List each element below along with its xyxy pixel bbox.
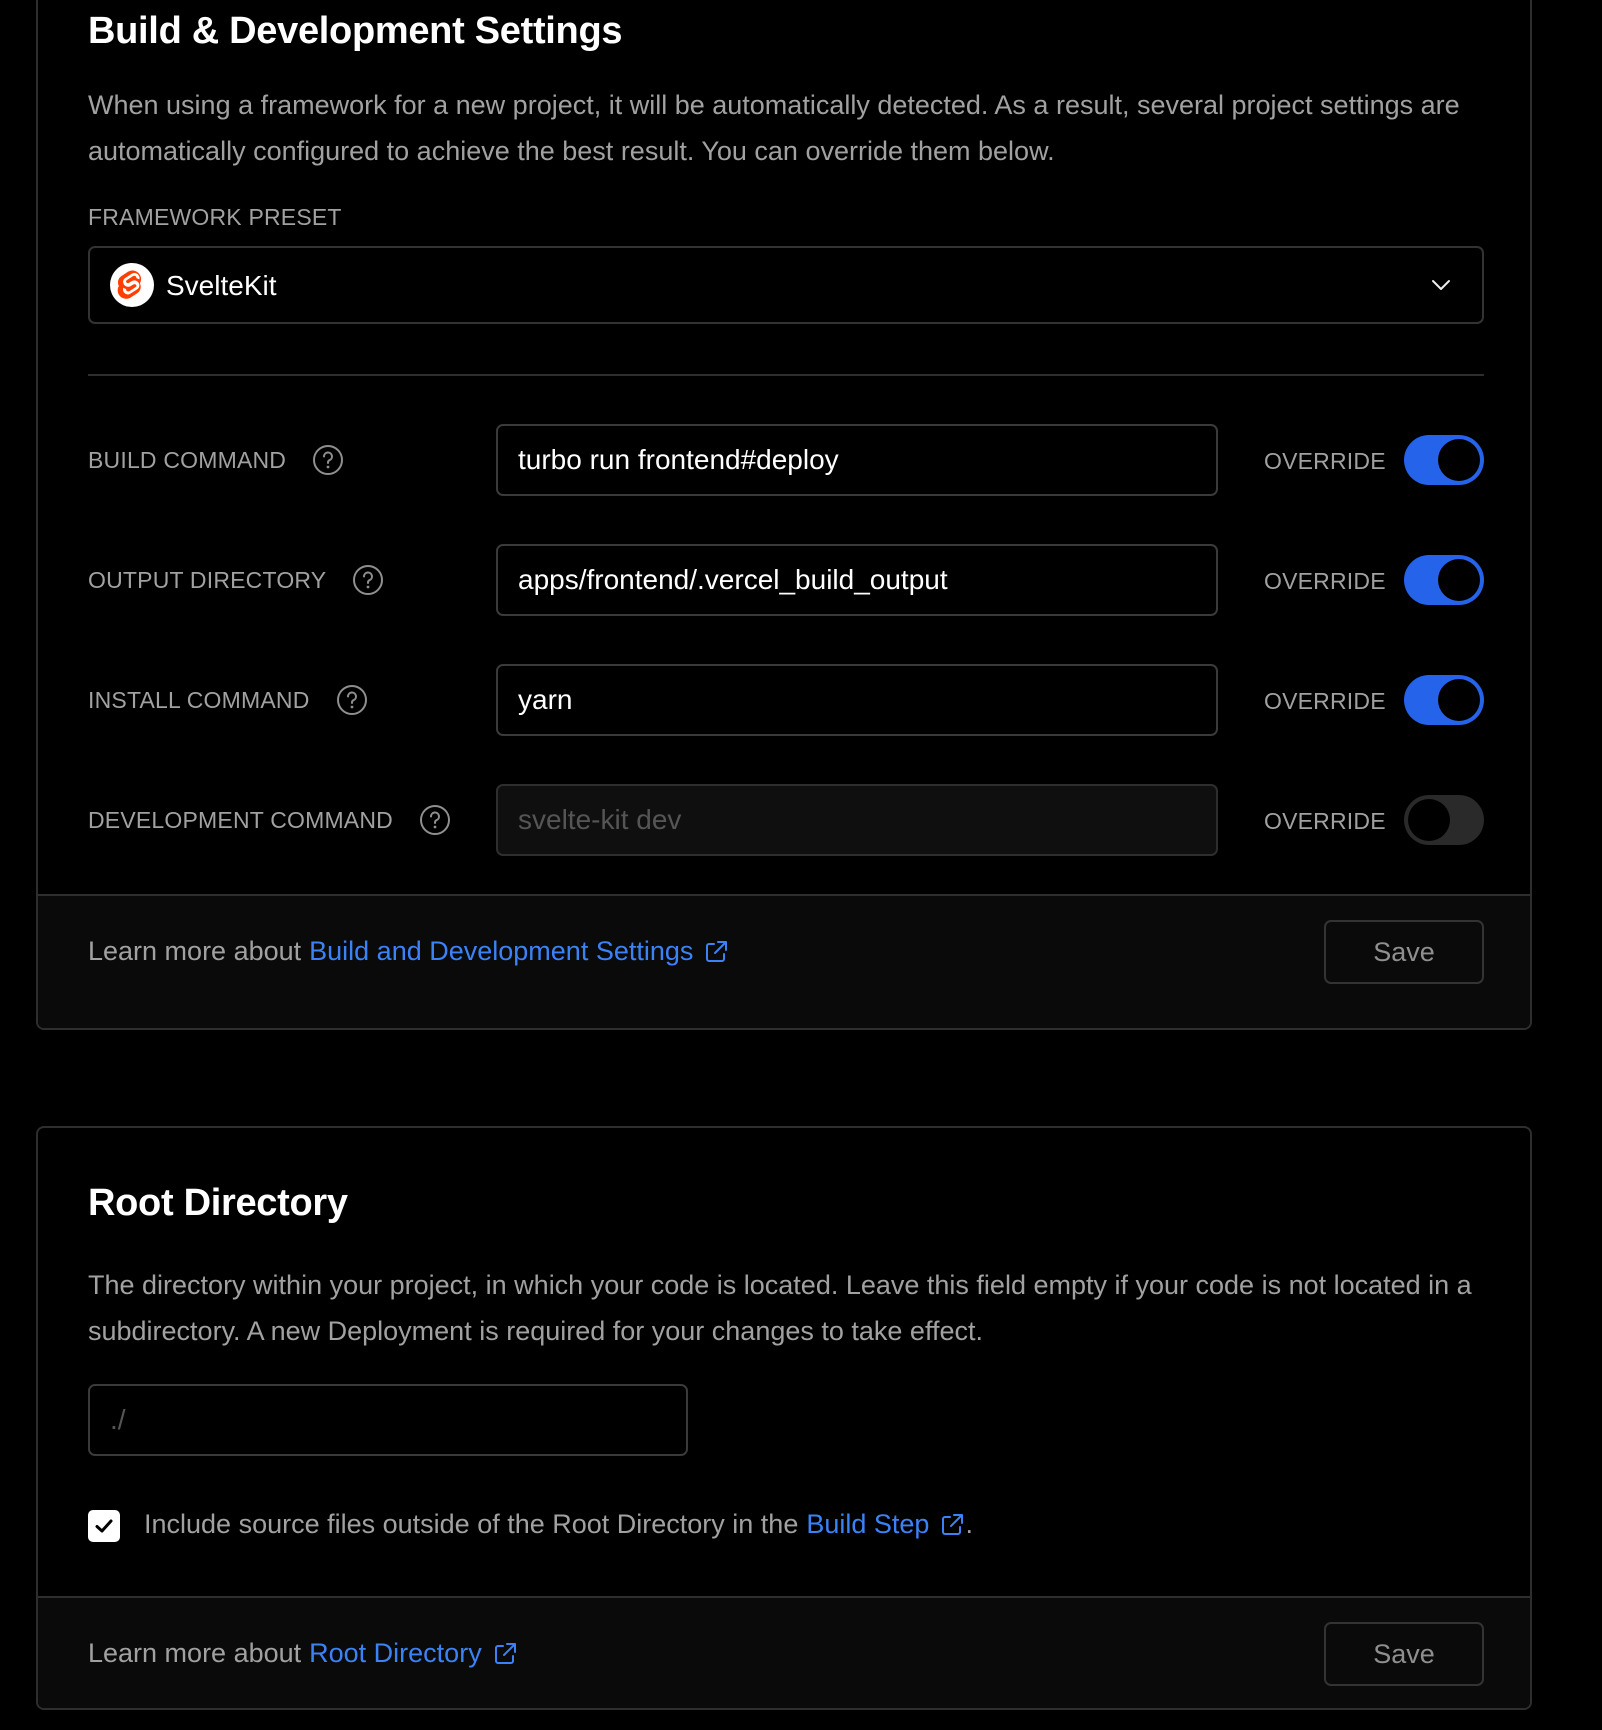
install-command-override-toggle[interactable] bbox=[1404, 675, 1484, 725]
learn-more-prefix: Learn more about bbox=[88, 936, 302, 966]
build-step-link[interactable]: Build Step bbox=[806, 1509, 930, 1539]
root-directory-placeholder: ./ bbox=[110, 1404, 126, 1435]
toggle-knob bbox=[1438, 559, 1480, 601]
output-directory-override-toggle[interactable] bbox=[1404, 555, 1484, 605]
output-directory-override-label: OVERRIDE bbox=[1264, 568, 1386, 594]
toggle-knob bbox=[1408, 799, 1450, 841]
root-directory-docs-link[interactable]: Root Directory bbox=[309, 1638, 482, 1668]
output-directory-label bbox=[88, 564, 384, 596]
root-directory-learn-more bbox=[88, 1638, 518, 1669]
help-icon[interactable] bbox=[352, 564, 384, 596]
output-directory-value: apps/frontend/.vercel_build_output bbox=[518, 564, 948, 595]
build-settings-footer bbox=[38, 894, 1530, 1028]
framework-preset-select[interactable] bbox=[88, 246, 1484, 324]
build-settings-card bbox=[36, 0, 1532, 1030]
root-directory-input[interactable] bbox=[88, 1384, 688, 1456]
development-command-override-toggle[interactable] bbox=[1404, 795, 1484, 845]
build-settings-learn-more bbox=[88, 936, 729, 967]
development-command-input[interactable] bbox=[496, 784, 1218, 856]
root-directory-footer bbox=[38, 1596, 1530, 1708]
development-command-label-text: DEVELOPMENT COMMAND bbox=[88, 806, 393, 833]
external-link-icon[interactable] bbox=[939, 1512, 965, 1538]
build-settings-description: When using a framework for a new project, it will be automatically detected. As a result, several project settings are automatically configured to achieve the best result. You can override them below. bbox=[88, 90, 1460, 166]
help-icon[interactable] bbox=[336, 684, 368, 716]
build-command-label bbox=[88, 444, 344, 476]
include-source-files-text: Include source files outside of the Root Directory in the bbox=[144, 1509, 799, 1539]
build-command-input[interactable] bbox=[496, 424, 1218, 496]
build-command-override-toggle[interactable] bbox=[1404, 435, 1484, 485]
chevron-down-icon bbox=[1426, 270, 1456, 300]
help-icon[interactable] bbox=[419, 804, 451, 836]
build-settings-save-button[interactable]: Save bbox=[1324, 920, 1484, 984]
external-link-icon[interactable] bbox=[703, 939, 729, 965]
build-settings-docs-link[interactable]: Build and Development Settings bbox=[309, 936, 694, 966]
build-command-override-label: OVERRIDE bbox=[1264, 448, 1386, 474]
checkmark-icon bbox=[88, 1510, 120, 1542]
install-command-label-text: INSTALL COMMAND bbox=[88, 686, 310, 713]
output-directory-label-text: OUTPUT DIRECTORY bbox=[88, 566, 327, 593]
build-settings-title: Build & Development Settings bbox=[88, 10, 623, 52]
root-directory-save-button[interactable]: Save bbox=[1324, 1622, 1484, 1686]
learn-more-prefix: Learn more about bbox=[88, 1638, 302, 1668]
development-command-override-label: OVERRIDE bbox=[1264, 808, 1386, 834]
install-command-value: yarn bbox=[518, 684, 573, 715]
output-directory-input[interactable] bbox=[496, 544, 1218, 616]
root-directory-title: Root Directory bbox=[88, 1182, 348, 1224]
include-source-files-checkbox[interactable] bbox=[88, 1510, 120, 1542]
build-command-label-text: BUILD COMMAND bbox=[88, 446, 287, 473]
toggle-knob bbox=[1438, 679, 1480, 721]
build-command-value: turbo run frontend#deploy bbox=[518, 444, 839, 475]
external-link-icon[interactable] bbox=[492, 1641, 518, 1667]
svelte-logo-icon bbox=[110, 263, 154, 307]
development-command-placeholder: svelte-kit dev bbox=[518, 804, 682, 835]
include-source-files-label bbox=[144, 1509, 973, 1540]
framework-preset-value: SvelteKit bbox=[166, 270, 277, 301]
install-command-override-label: OVERRIDE bbox=[1264, 688, 1386, 714]
include-source-files-suffix: . bbox=[965, 1509, 973, 1539]
section-divider bbox=[88, 374, 1484, 376]
help-icon[interactable] bbox=[312, 444, 344, 476]
root-directory-description: The directory within your project, in which your code is located. Leave this field empty if your code is not located in a subdirectory. A new Deployment is required for your changes to take effect. bbox=[88, 1270, 1472, 1346]
framework-preset-label: FRAMEWORK PRESET bbox=[88, 204, 342, 230]
root-directory-card bbox=[36, 1126, 1532, 1710]
install-command-input[interactable] bbox=[496, 664, 1218, 736]
development-command-label bbox=[88, 804, 451, 836]
install-command-label bbox=[88, 684, 368, 716]
toggle-knob bbox=[1438, 439, 1480, 481]
